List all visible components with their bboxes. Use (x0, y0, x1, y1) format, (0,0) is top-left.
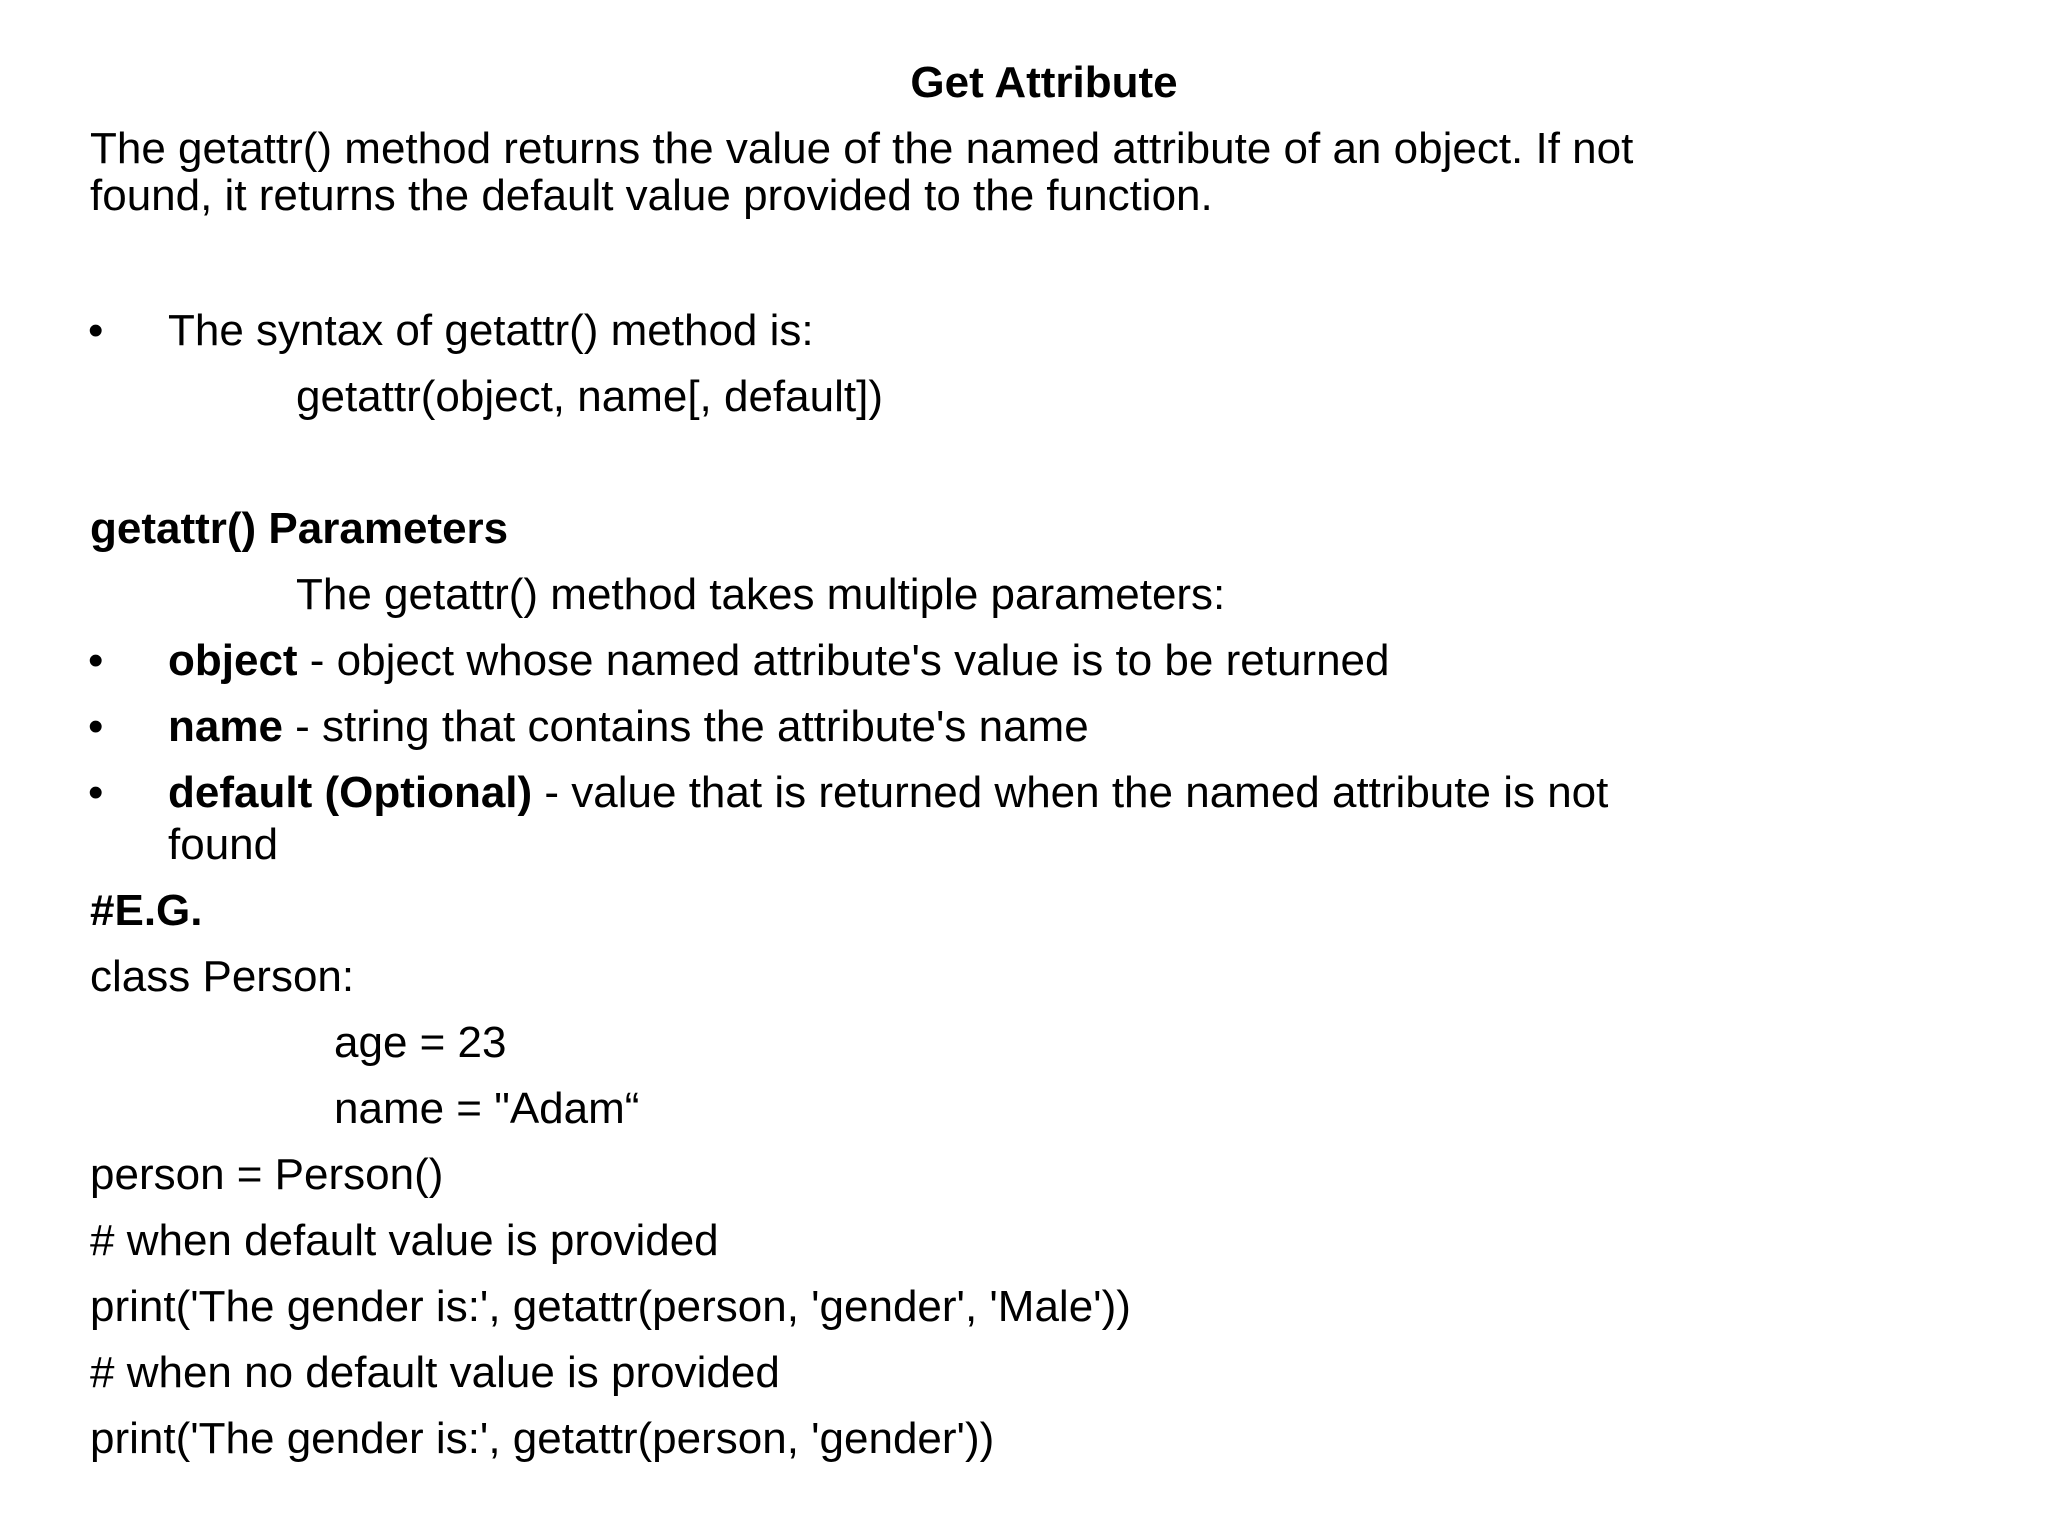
intro-line-2: found, it returns the default value provided to the function. (90, 171, 1213, 220)
code-line: class Person: (90, 952, 355, 1001)
intro-line-1: The getattr() method returns the value of the named attribute of an object. If not (90, 124, 1634, 173)
param-item-default-cont: found (168, 820, 279, 869)
syntax-label: The syntax of getattr() method is: (168, 306, 814, 355)
code-line: print('The gender is:', getattr(person, 'gender')) (90, 1414, 995, 1463)
code-line: print('The gender is:', getattr(person, 'gender', 'Male')) (90, 1282, 1131, 1331)
parameters-lead: The getattr() method takes multiple parameters: (296, 570, 1226, 619)
param-bullet: • (88, 768, 104, 817)
code-comment: # when no default value is provided (90, 1348, 780, 1397)
param-item-object (168, 634, 1389, 688)
slide-title: Get Attribute (910, 58, 1178, 107)
code-line: person = Person() (90, 1150, 444, 1199)
param-bullet: • (88, 702, 104, 751)
param-term: name (168, 702, 283, 751)
parameters-heading: getattr() Parameters (90, 504, 509, 553)
param-term: object (168, 636, 298, 685)
code-comment: # when default value is provided (90, 1216, 719, 1265)
code-line: age = 23 (334, 1018, 507, 1067)
syntax-code: getattr(object, name[, default]) (296, 372, 883, 421)
param-desc: - value that is returned when the named attribute is not (532, 768, 1609, 817)
param-item-default (168, 766, 1608, 820)
example-heading: #E.G. (90, 886, 203, 935)
param-term: default (Optional) (168, 768, 533, 817)
param-bullet: • (88, 636, 104, 685)
param-desc: - object whose named attribute's value is to be returned (297, 636, 1390, 685)
syntax-bullet: • (88, 306, 104, 355)
code-line: name = "Adam“ (334, 1084, 640, 1133)
param-item-name (168, 700, 1089, 754)
param-desc: - string that contains the attribute's name (282, 702, 1089, 751)
